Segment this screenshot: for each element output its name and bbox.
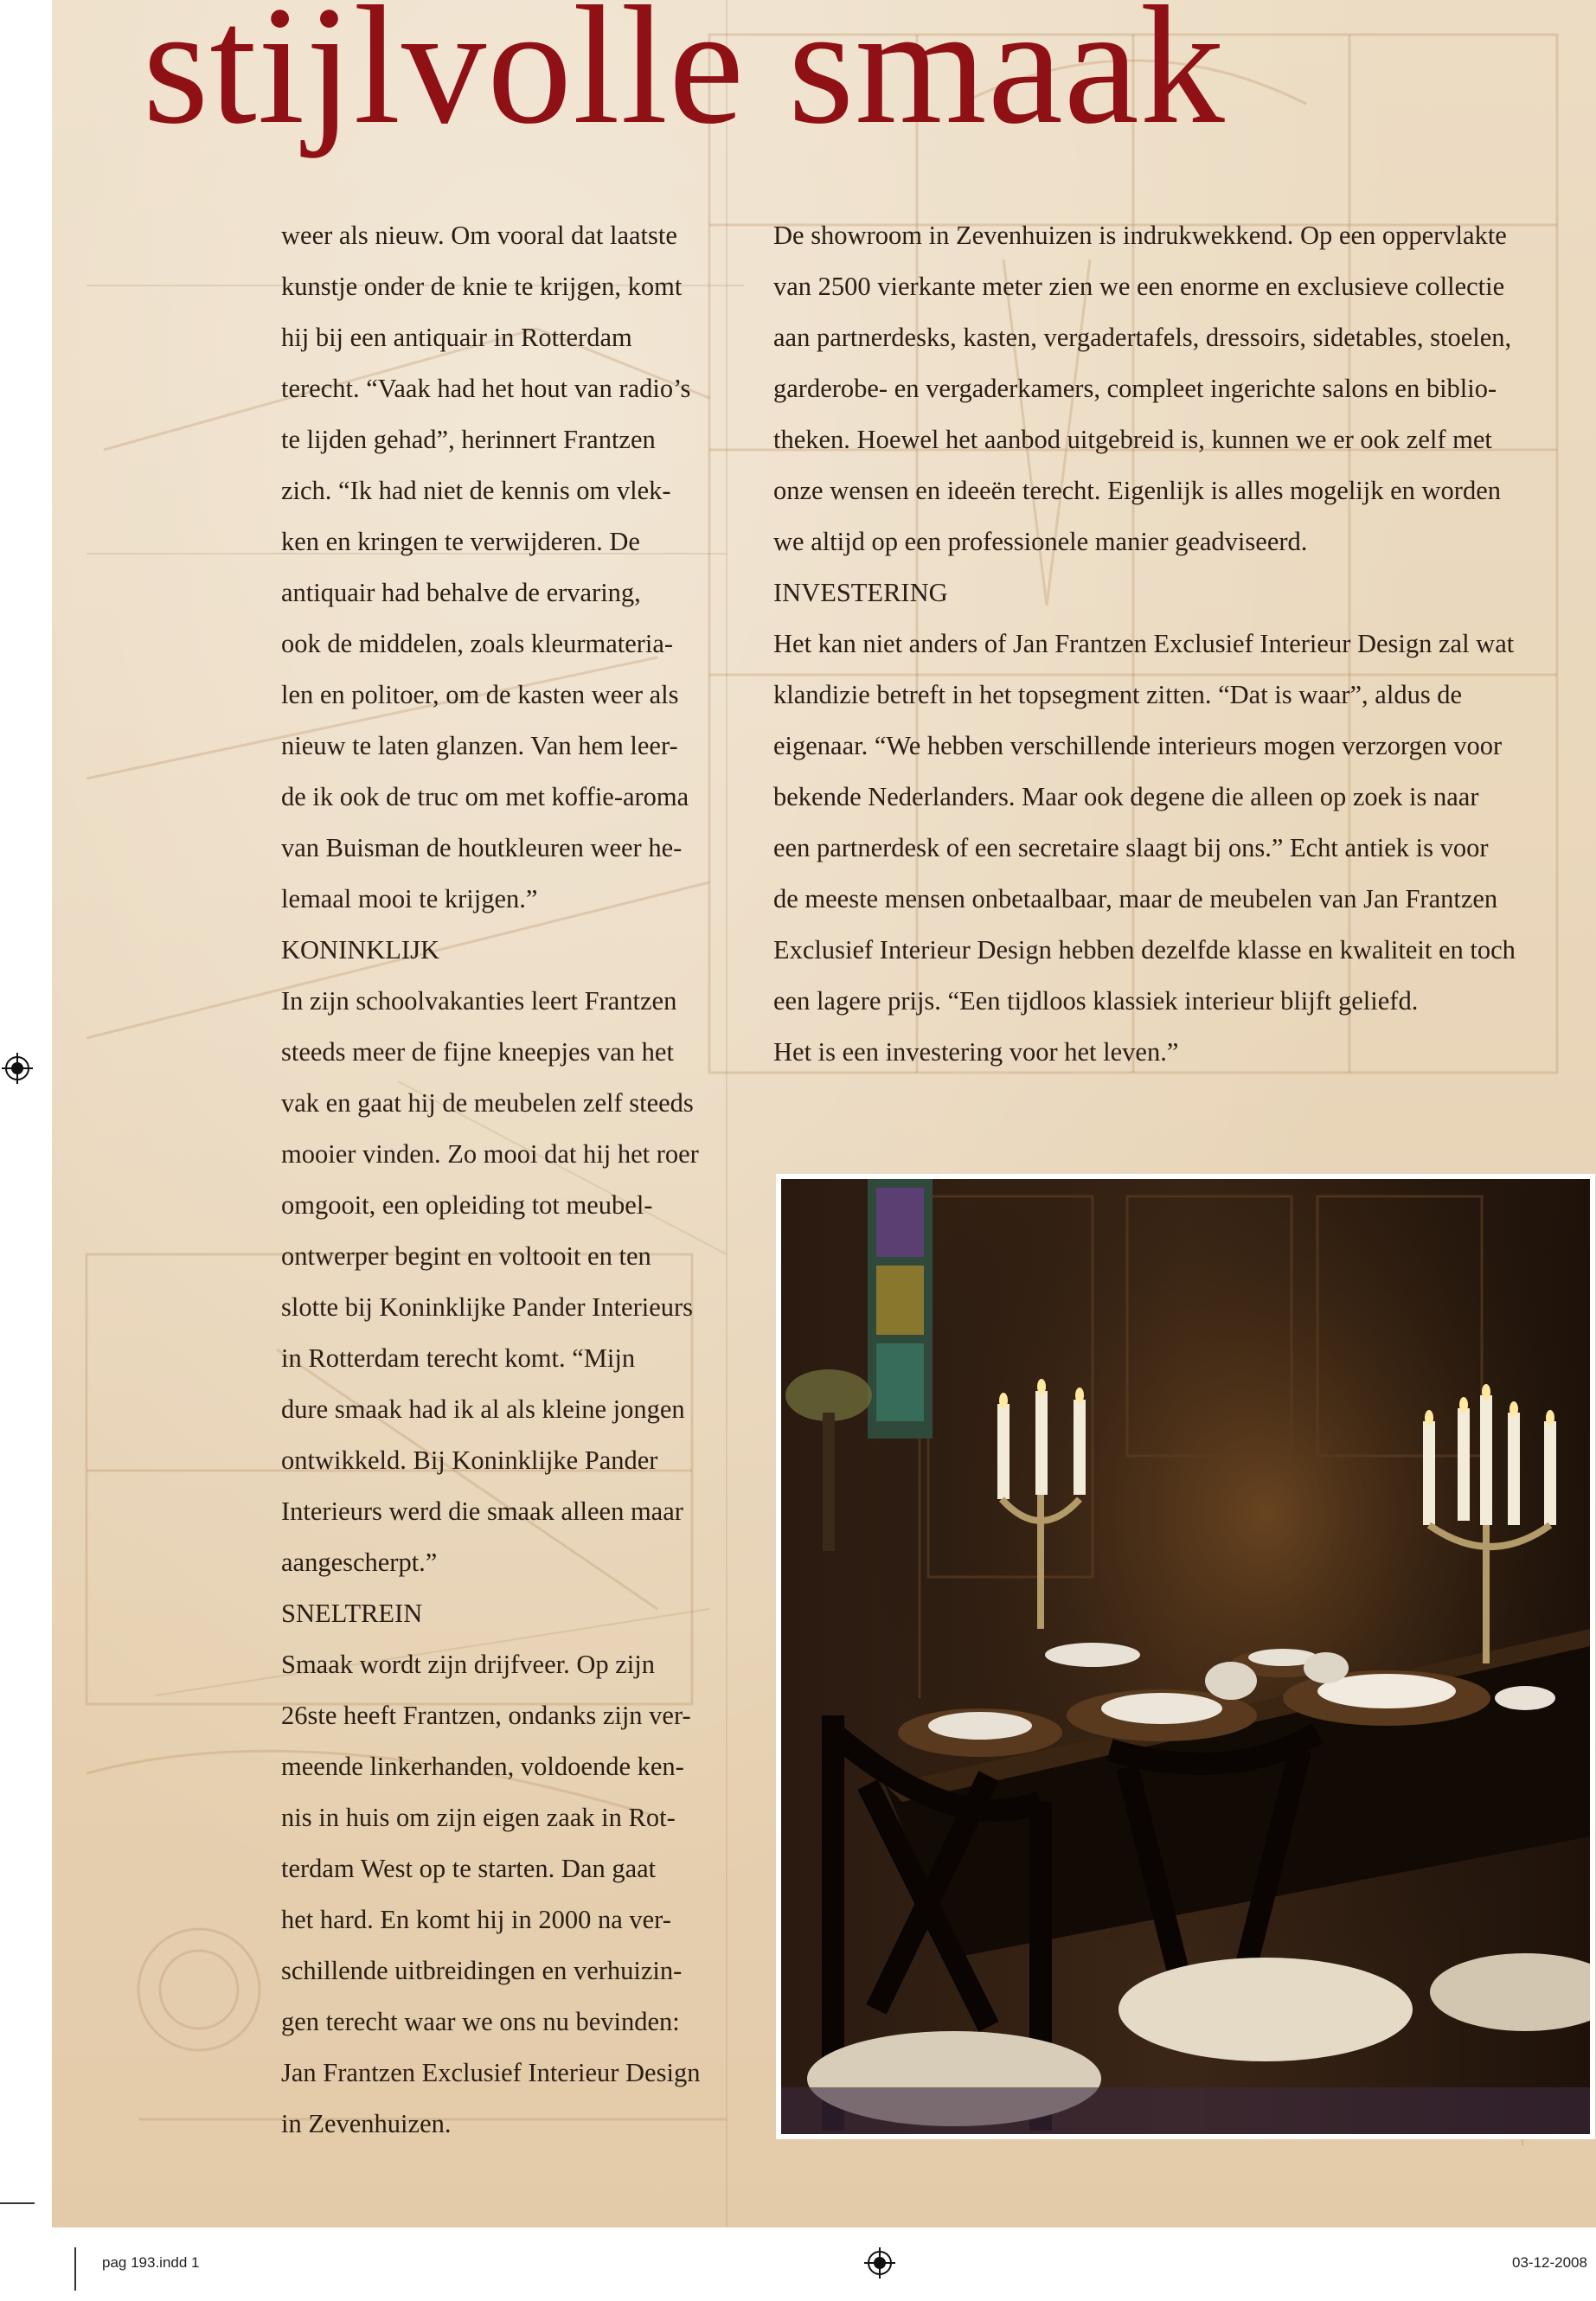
- body-line: in Rotterdam terecht komt. “Mijn: [281, 1343, 636, 1373]
- page-title: stijlvolle smaak: [143, 0, 1226, 159]
- body-line: len en politoer, om de kasten weer als: [281, 680, 679, 709]
- registration-mark-icon: [2, 1053, 33, 1084]
- section-heading-koninklijk: KONINKLIJK: [281, 935, 439, 965]
- body-line: de ik ook de truc om met koffie-aroma: [281, 782, 689, 811]
- crop-mark: [74, 2247, 76, 2291]
- body-line: omgooit, een opleiding tot meubel-: [281, 1190, 653, 1220]
- body-line: Interieurs werd die smaak alleen maar: [281, 1497, 683, 1526]
- body-line: nieuw te laten glanzen. Van hem leer-: [281, 731, 678, 760]
- body-line: ook de middelen, zoals kleurmateria-: [281, 629, 674, 658]
- body-line: weer als nieuw. Om vooral dat laatste: [281, 221, 677, 250]
- body-line: nis in huis om zijn eigen zaak in Rot-: [281, 1803, 676, 1832]
- body-line: lemaal mooi te krijgen.”: [281, 884, 538, 913]
- body-line: meende linkerhanden, voldoende ken-: [281, 1752, 684, 1781]
- body-line: slotte bij Koninklijke Pander Interieurs: [281, 1292, 694, 1322]
- body-line: gen terecht waar we ons nu bevinden:: [281, 2007, 680, 2036]
- body-line: we altijd op een professionele manier geadviseerd.: [773, 527, 1308, 556]
- body-line: het hard. En komt hij in 2000 na ver-: [281, 1905, 671, 1934]
- article-right-column: [773, 210, 1596, 1078]
- body-line: mooier vinden. Zo mooi dat hij het roer: [281, 1139, 699, 1169]
- body-line: schillende uitbreidingen en verhuizin-: [281, 1956, 683, 1985]
- body-line: Jan Frantzen Exclusief Interieur Design: [281, 2058, 701, 2087]
- crop-mark: [0, 2202, 35, 2204]
- body-line: antiquair had behalve de ervaring,: [281, 578, 641, 607]
- body-line: klandizie betreft in het topsegment zitten. “Dat is waar”, aldus de: [773, 680, 1463, 709]
- body-line: De showroom in Zevenhuizen is indrukwekkend. Op een oppervlakte: [773, 221, 1507, 250]
- body-line: steeds meer de fijne kneepjes van het: [281, 1037, 674, 1067]
- body-line: een lagere prijs. “Een tijdloos klassiek interieur blijft geliefd.: [773, 986, 1419, 1016]
- body-line: Het is een investering voor het leven.”: [773, 1037, 1179, 1067]
- body-line: terdam West op te starten. Dan gaat: [281, 1854, 657, 1883]
- body-line: een partnerdesk of een secretaire slaagt bij ons.” Echt antiek is voor: [773, 833, 1489, 862]
- body-line: eigenaar. “We hebben verschillende interieurs mogen verzorgen voor: [773, 731, 1503, 760]
- body-line: aan partnerdesks, kasten, vergadertafels, dressoirs, sidetables, stoelen,: [773, 323, 1512, 352]
- body-line: theken. Hoewel het aanbod uitgebreid is, kunnen we er ook zelf met: [773, 425, 1492, 454]
- body-line: onze wensen en ideeën terecht. Eigenlijk is alles mogelijk en worden: [773, 476, 1501, 505]
- dining-room-illustration: [781, 1179, 1590, 2134]
- section-heading-sneltrein: SNELTREIN: [281, 1599, 423, 1628]
- body-line: terecht. “Vaak had het hout van radio’s: [281, 374, 691, 403]
- body-line: Smaak wordt zijn drijfveer. Op zijn: [281, 1650, 655, 1679]
- body-line: te lijden gehad”, herinnert Frantzen: [281, 425, 656, 454]
- body-line: Exclusief Interieur Design hebben dezelfde klasse en kwaliteit en toch: [773, 935, 1516, 965]
- body-line: ken en kringen te verwijderen. De: [281, 527, 640, 556]
- dining-room-photo: [776, 1174, 1595, 2139]
- magazine-page: [52, 0, 1596, 2227]
- body-line: de meeste mensen onbetaalbaar, maar de meubelen van Jan Frantzen: [773, 884, 1498, 913]
- body-line: van Buisman de houtkleuren weer he-: [281, 833, 683, 862]
- registration-mark-icon: [864, 2247, 895, 2279]
- body-line: hij bij een antiquair in Rotterdam: [281, 323, 632, 352]
- body-line: In zijn schoolvakanties leert Frantzen: [281, 986, 677, 1016]
- body-line: van 2500 vierkante meter zien we een enorme en exclusieve collectie: [773, 272, 1505, 301]
- article-left-column: [281, 210, 766, 2150]
- section-heading-investering: INVESTERING: [773, 578, 948, 607]
- body-line: aangescherpt.”: [281, 1548, 438, 1577]
- body-line: vak en gaat hij de meubelen zelf steeds: [281, 1088, 694, 1118]
- body-line: bekende Nederlanders. Maar ook degene die alleen op zoek is naar: [773, 782, 1479, 811]
- body-line: ontwerper begint en voltooit en ten: [281, 1241, 651, 1271]
- body-line: garderobe- en vergaderkamers, compleet ingerichte salons en biblio-: [773, 374, 1497, 403]
- body-line: 26ste heeft Frantzen, ondanks zijn ver-: [281, 1701, 691, 1730]
- body-line: Het kan niet anders of Jan Frantzen Exclusief Interieur Design zal wat: [773, 629, 1515, 658]
- body-line: ontwikkeld. Bij Koninklijke Pander: [281, 1445, 658, 1475]
- footer-date: 03-12-2008: [1512, 2254, 1587, 2271]
- body-line: zich. “Ik had niet de kennis om vlek-: [281, 476, 671, 505]
- body-line: kunstje onder de knie te krijgen, komt: [281, 272, 683, 301]
- body-line: in Zevenhuizen.: [281, 2109, 452, 2138]
- footer-file-label: pag 193.indd 1: [102, 2254, 200, 2271]
- body-line: dure smaak had ik al als kleine jongen: [281, 1394, 685, 1424]
